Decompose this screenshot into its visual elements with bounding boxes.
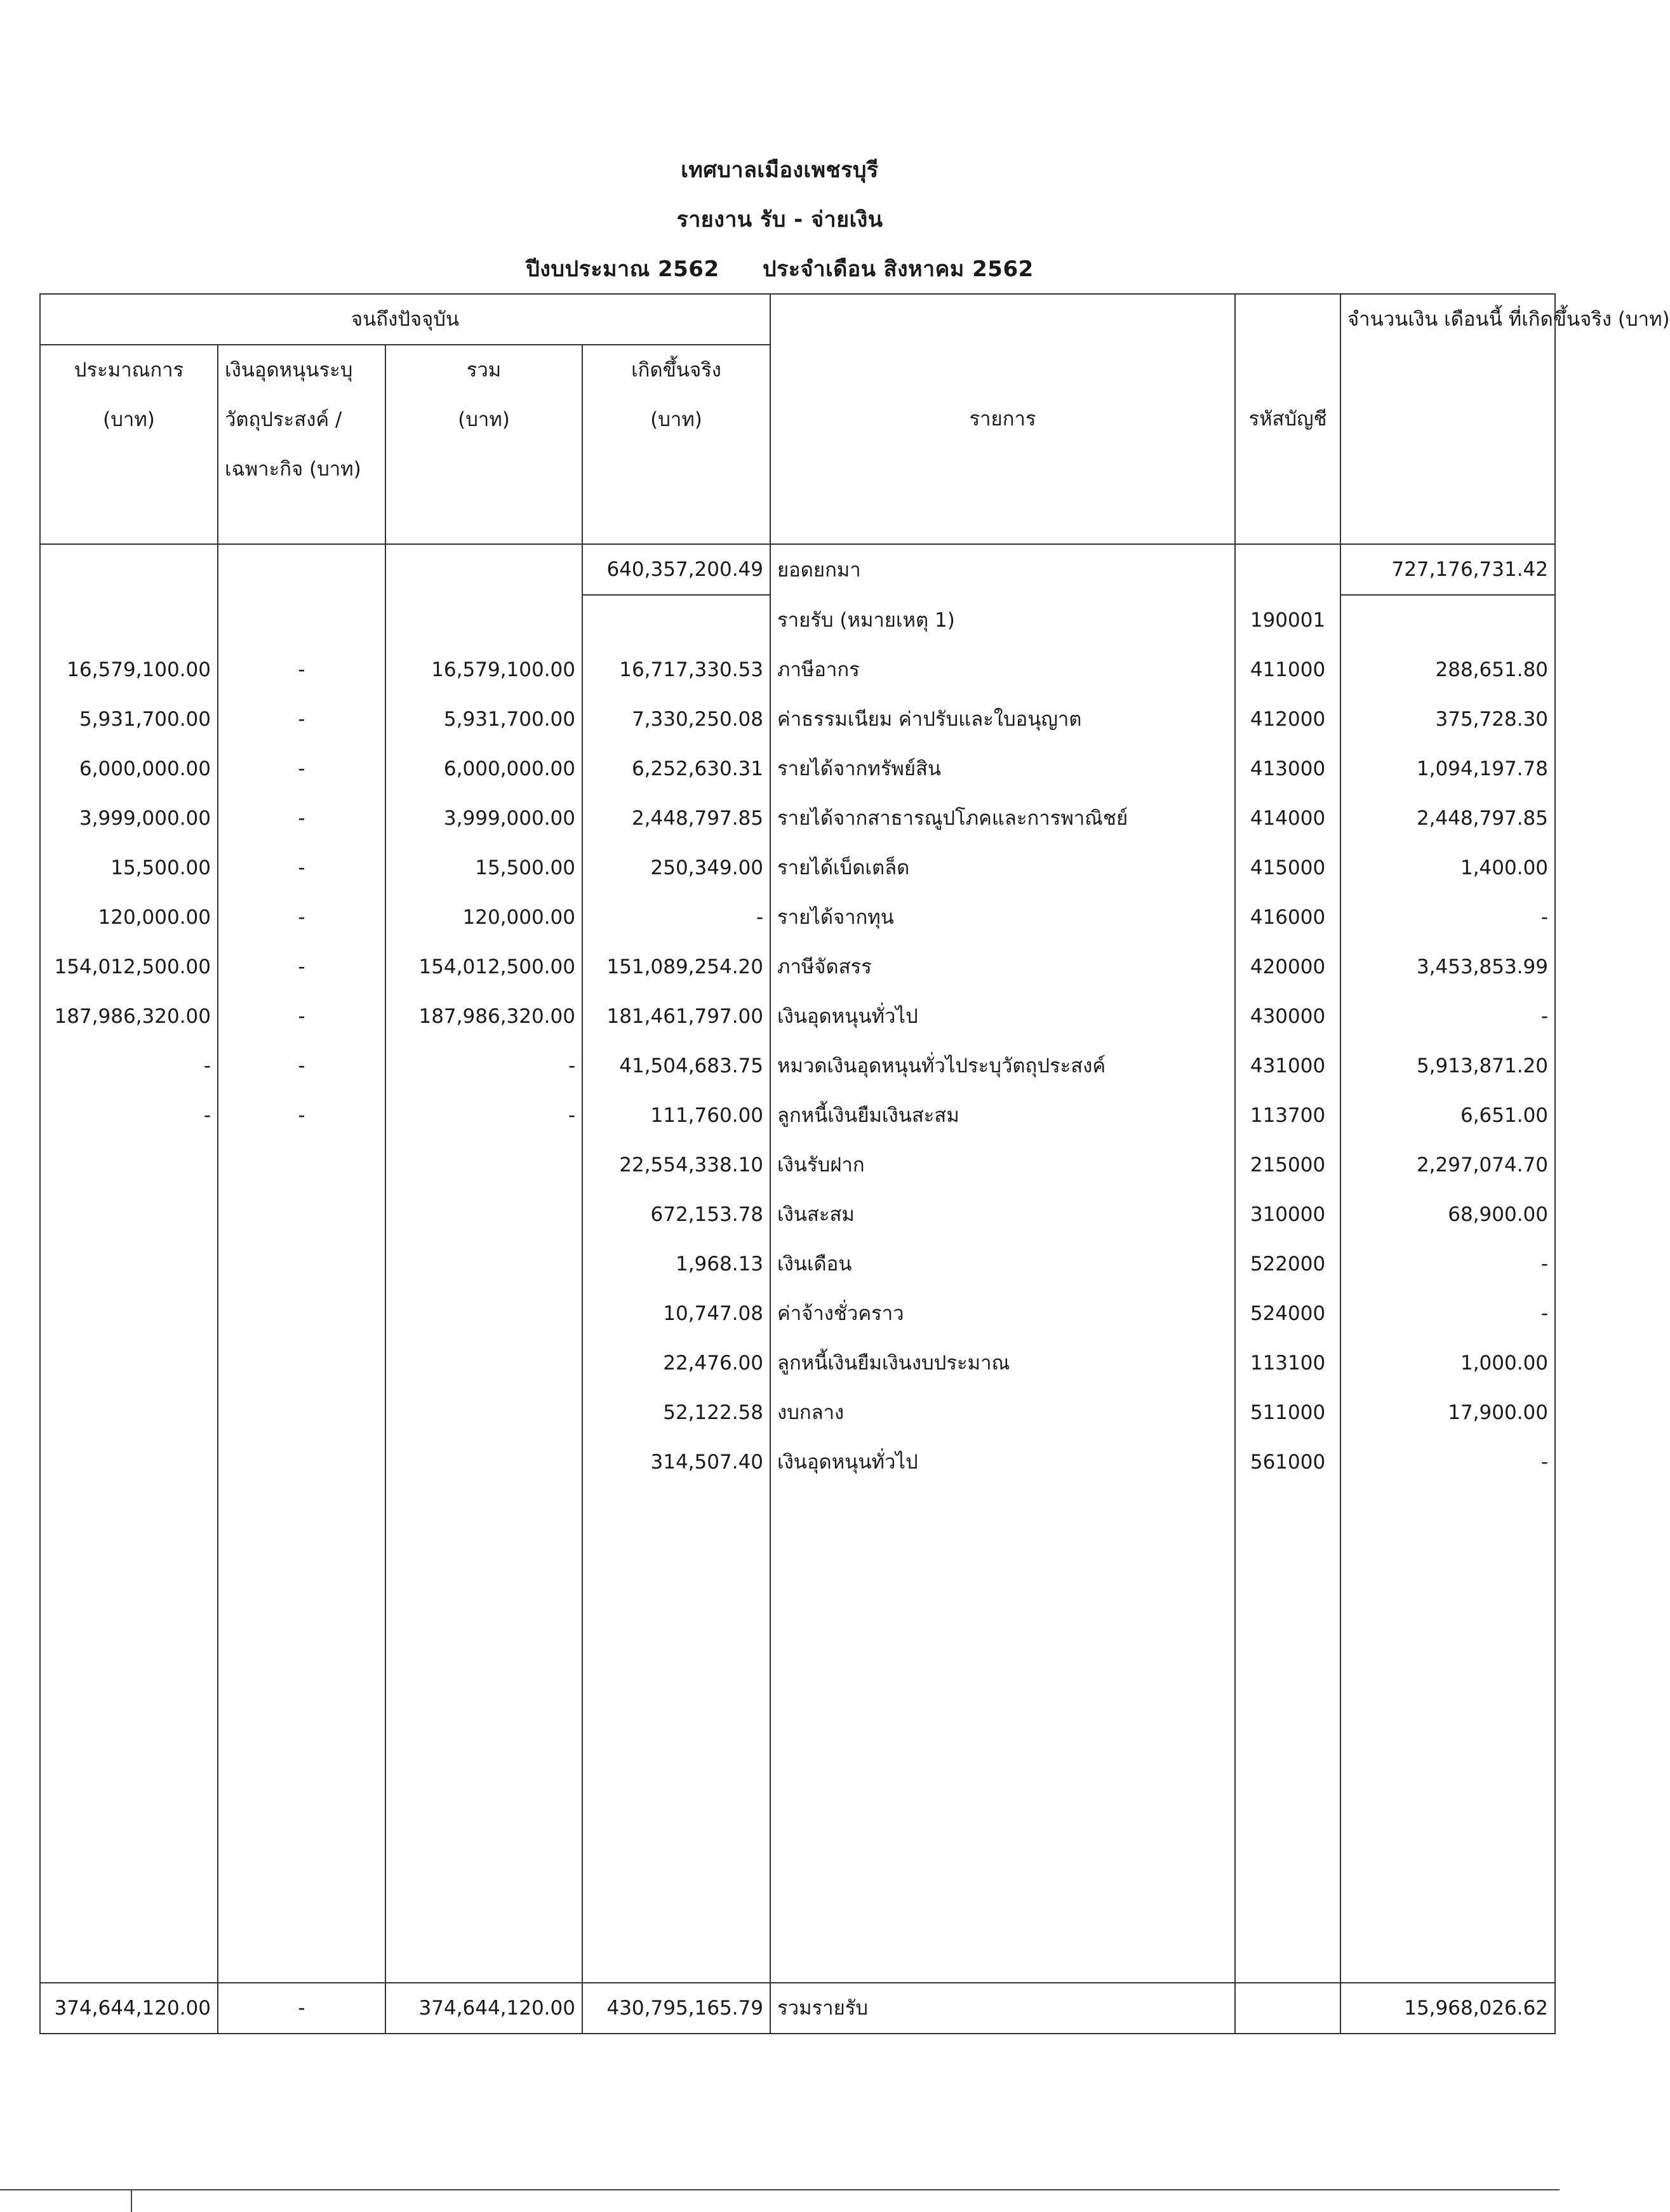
header-month-amount-line2: เดือนนี้: [1444, 308, 1502, 331]
cell-item: ภาษีจัดสรร: [770, 942, 1235, 992]
header-month-amount-line1: จำนวนเงิน: [1347, 308, 1438, 331]
header-month-amount-line3: ที่เกิดขึ้นจริง: [1508, 308, 1612, 331]
table-row: [40, 1338, 1555, 1388]
cell-total: [385, 1190, 582, 1239]
cell-month: 17,900.00: [1340, 1388, 1555, 1437]
table-row: [40, 1190, 1555, 1239]
filler-cell: [1340, 1487, 1555, 1983]
table-row: [40, 595, 1555, 645]
balance-month: 727,176,731.42: [1340, 544, 1555, 595]
cell-item: หมวดเงินอุดหนุนทั่วไประบุวัตถุประสงค์: [770, 1041, 1235, 1091]
header-subsidy-line1: เงินอุดหนุนระบุ: [225, 359, 353, 382]
cell-actual: 2,448,797.85: [582, 794, 770, 843]
cell-subsidy: -: [218, 942, 385, 992]
cell-total: 120,000.00: [385, 893, 582, 942]
filler-cell: [582, 1487, 770, 1983]
report-period: [0, 251, 1560, 286]
cell-total: [385, 1140, 582, 1190]
cell-item: งบกลาง: [770, 1388, 1235, 1437]
cell-month: [1340, 595, 1555, 645]
cell-subsidy: -: [218, 744, 385, 794]
cell-month: 1,000.00: [1340, 1338, 1555, 1388]
cell-code: 522000: [1235, 1239, 1340, 1289]
cell-actual: 6,252,630.31: [582, 744, 770, 794]
cell-month: 288,651.80: [1340, 645, 1555, 695]
cell-subsidy: [218, 1140, 385, 1190]
cell-month: 3,453,853.99: [1340, 942, 1555, 992]
footer-rule: [0, 2189, 1560, 2190]
filler-cell: [1235, 1487, 1340, 1983]
header-budget-line1: ประมาณการ: [74, 359, 184, 382]
cell-budget: 154,012,500.00: [40, 942, 218, 992]
table-row: [40, 695, 1555, 744]
report-month: ประจำเดือน สิงหาคม 2562: [762, 257, 1034, 282]
header-total-line1: รวม: [466, 359, 502, 382]
filler-cell: [385, 1487, 582, 1983]
cell-budget: 5,931,700.00: [40, 695, 218, 744]
cell-actual: 16,717,330.53: [582, 645, 770, 695]
cell-code: 413000: [1235, 744, 1340, 794]
cell-item: เงินรับฝาก: [770, 1140, 1235, 1190]
table-row: [40, 1140, 1555, 1190]
receipts-table: [39, 293, 1670, 2034]
cell-subsidy: [218, 1437, 385, 1487]
header-to-date-group: จนถึงปัจจุบัน: [40, 294, 770, 345]
total-item: รวมรายรับ: [770, 1983, 1235, 2034]
cell-code: 411000: [1235, 645, 1340, 695]
cell-month: 1,400.00: [1340, 843, 1555, 893]
table-row: [40, 893, 1555, 942]
balance-budget: [40, 544, 218, 595]
header-code: รหัสบัญชี: [1235, 294, 1340, 544]
table-row: [40, 942, 1555, 992]
cell-month: 2,297,074.70: [1340, 1140, 1555, 1190]
balance-item: ยอดยกมา: [770, 544, 1235, 595]
cell-actual: 10,747.08: [582, 1289, 770, 1338]
cell-actual: 314,507.40: [582, 1437, 770, 1487]
cell-month: -: [1340, 1437, 1555, 1487]
cell-subsidy: -: [218, 1091, 385, 1140]
header-item: รายการ: [770, 294, 1235, 544]
table-row: [40, 1239, 1555, 1289]
cell-budget: 15,500.00: [40, 843, 218, 893]
header-total: [385, 345, 582, 544]
header-subsidy-line3: เฉพาะกิจ (บาท): [225, 458, 361, 481]
cell-actual: 22,554,338.10: [582, 1140, 770, 1190]
cell-actual: 1,968.13: [582, 1239, 770, 1289]
table-row: [40, 794, 1555, 843]
cell-total: 6,000,000.00: [385, 744, 582, 794]
header-actual: [582, 345, 770, 544]
cell-budget: [40, 1289, 218, 1338]
cell-month: 68,900.00: [1340, 1190, 1555, 1239]
cell-code: 524000: [1235, 1289, 1340, 1338]
cell-month: 375,728.30: [1340, 695, 1555, 744]
header-total-line2: (บาท): [458, 408, 510, 431]
cell-item: เงินอุดหนุนทั่วไป: [770, 992, 1235, 1041]
cell-budget: [40, 595, 218, 645]
total-row: [40, 1983, 1555, 2034]
cell-subsidy: -: [218, 843, 385, 893]
cell-actual: 111,760.00: [582, 1091, 770, 1140]
balance-actual: 640,357,200.49: [582, 544, 770, 595]
cell-total: 5,931,700.00: [385, 695, 582, 744]
filler-cell: [770, 1487, 1235, 1983]
cell-subsidy: -: [218, 992, 385, 1041]
table-row: [40, 843, 1555, 893]
cell-code: 190001: [1235, 595, 1340, 645]
cell-code: 511000: [1235, 1388, 1340, 1437]
header-month-amount: [1340, 294, 1670, 544]
cell-actual: 22,476.00: [582, 1338, 770, 1388]
cell-total: [385, 1239, 582, 1289]
cell-subsidy: [218, 1289, 385, 1338]
cell-item: รายได้เบ็ดเตล็ด: [770, 843, 1235, 893]
cell-total: -: [385, 1091, 582, 1140]
cell-code: 431000: [1235, 1041, 1340, 1091]
cell-subsidy: [218, 1239, 385, 1289]
fiscal-year: ปีงบประมาณ 2562: [526, 257, 719, 282]
cell-total: 154,012,500.00: [385, 942, 582, 992]
cell-code: 414000: [1235, 794, 1340, 843]
cell-actual: 181,461,797.00: [582, 992, 770, 1041]
cell-code: 416000: [1235, 893, 1340, 942]
total-budget: 374,644,120.00: [40, 1983, 218, 2034]
table-row: [40, 1289, 1555, 1338]
cell-budget: [40, 1338, 218, 1388]
cell-total: [385, 1338, 582, 1388]
total-month: 15,968,026.62: [1340, 1983, 1555, 2034]
cell-code: 310000: [1235, 1190, 1340, 1239]
balance-total: [385, 544, 582, 595]
org-name: เทศบาลเมืองเพชรบุรี: [681, 157, 879, 183]
total-actual: 430,795,165.79: [582, 1983, 770, 2034]
cell-actual: [582, 595, 770, 645]
cell-item: รายรับ (หมายเหตุ 1): [770, 595, 1235, 645]
balance-code: [1235, 544, 1340, 595]
cell-subsidy: -: [218, 695, 385, 744]
cell-item: ค่าธรรมเนียม ค่าปรับและใบอนุญาต: [770, 695, 1235, 744]
table-row: [40, 744, 1555, 794]
cell-subsidy: [218, 1388, 385, 1437]
table-row: [40, 1388, 1555, 1437]
total-subsidy: -: [218, 1983, 385, 2034]
cell-budget: -: [40, 1091, 218, 1140]
filler-cell: [218, 1487, 385, 1983]
table-row: [40, 1041, 1555, 1091]
cell-code: 412000: [1235, 695, 1340, 744]
cell-budget: [40, 1388, 218, 1437]
cell-item: ลูกหนี้เงินยืมเงินงบประมาณ: [770, 1338, 1235, 1388]
cell-total: 15,500.00: [385, 843, 582, 893]
cell-item: เงินเดือน: [770, 1239, 1235, 1289]
cell-month: 2,448,797.85: [1340, 794, 1555, 843]
cell-month: 6,651.00: [1340, 1091, 1555, 1140]
cell-item: รายได้จากสาธารณูปโภคและการพาณิชย์: [770, 794, 1235, 843]
cell-budget: 120,000.00: [40, 893, 218, 942]
cell-actual: -: [582, 893, 770, 942]
total-code: [1235, 1983, 1340, 2034]
cell-budget: [40, 1190, 218, 1239]
cell-total: 3,999,000.00: [385, 794, 582, 843]
table-row: [40, 1437, 1555, 1487]
cell-month: -: [1340, 1239, 1555, 1289]
header-subsidy: [218, 345, 385, 544]
cell-month: 5,913,871.20: [1340, 1041, 1555, 1091]
cell-subsidy: -: [218, 645, 385, 695]
balance-row: [40, 544, 1555, 595]
cell-budget: [40, 1437, 218, 1487]
cell-total: 16,579,100.00: [385, 645, 582, 695]
table-row: [40, 645, 1555, 695]
header-budget-line2: (บาท): [103, 408, 155, 431]
header-month-amount-line4: (บาท): [1617, 308, 1670, 331]
cell-actual: 151,089,254.20: [582, 942, 770, 992]
footer-tick: [131, 2189, 132, 2212]
cell-actual: 41,504,683.75: [582, 1041, 770, 1091]
cell-budget: 6,000,000.00: [40, 744, 218, 794]
cell-budget: 187,986,320.00: [40, 992, 218, 1041]
cell-month: 1,094,197.78: [1340, 744, 1555, 794]
cell-budget: [40, 1140, 218, 1190]
cell-code: 113700: [1235, 1091, 1340, 1140]
cell-code: 420000: [1235, 942, 1340, 992]
cell-item: เงินสะสม: [770, 1190, 1235, 1239]
table-row: [40, 1091, 1555, 1140]
cell-total: [385, 1437, 582, 1487]
report-title: รายงาน รับ - จ่ายเงิน: [676, 207, 883, 232]
cell-subsidy: -: [218, 893, 385, 942]
cell-actual: 250,349.00: [582, 843, 770, 893]
table-row: [40, 992, 1555, 1041]
cell-total: -: [385, 1041, 582, 1091]
header-subsidy-line2: วัตถุประสงค์ /: [225, 408, 342, 431]
balance-subsidy: [218, 544, 385, 595]
cell-month: -: [1340, 1289, 1555, 1338]
cell-budget: 3,999,000.00: [40, 794, 218, 843]
cell-total: 187,986,320.00: [385, 992, 582, 1041]
cell-subsidy: -: [218, 794, 385, 843]
filler-cell: [40, 1487, 218, 1983]
cell-actual: 7,330,250.08: [582, 695, 770, 744]
cell-month: -: [1340, 992, 1555, 1041]
cell-subsidy: [218, 1338, 385, 1388]
cell-item: ลูกหนี้เงินยืมเงินสะสม: [770, 1091, 1235, 1140]
cell-subsidy: -: [218, 1041, 385, 1091]
total-total: 374,644,120.00: [385, 1983, 582, 2034]
cell-budget: [40, 1239, 218, 1289]
cell-subsidy: [218, 595, 385, 645]
cell-total: [385, 1388, 582, 1437]
filler-row: [40, 1487, 1555, 1983]
cell-budget: 16,579,100.00: [40, 645, 218, 695]
cell-item: ภาษีอากร: [770, 645, 1235, 695]
cell-code: 113100: [1235, 1338, 1340, 1388]
cell-item: รายได้จากทรัพย์สิน: [770, 744, 1235, 794]
cell-month: -: [1340, 893, 1555, 942]
cell-budget: -: [40, 1041, 218, 1091]
header-actual-line1: เกิดขึ้นจริง: [631, 359, 721, 382]
cell-actual: 52,122.58: [582, 1388, 770, 1437]
cell-code: 561000: [1235, 1437, 1340, 1487]
header-actual-line2: (บาท): [650, 408, 702, 431]
cell-total: [385, 1289, 582, 1338]
cell-item: ค่าจ้างชั่วคราว: [770, 1289, 1235, 1338]
cell-code: 430000: [1235, 992, 1340, 1041]
cell-item: รายได้จากทุน: [770, 893, 1235, 942]
header-budget: [40, 345, 218, 544]
cell-code: 215000: [1235, 1140, 1340, 1190]
cell-code: 415000: [1235, 843, 1340, 893]
cell-actual: 672,153.78: [582, 1190, 770, 1239]
cell-item: เงินอุดหนุนทั่วไป: [770, 1437, 1235, 1487]
cell-subsidy: [218, 1190, 385, 1239]
cell-total: [385, 595, 582, 645]
